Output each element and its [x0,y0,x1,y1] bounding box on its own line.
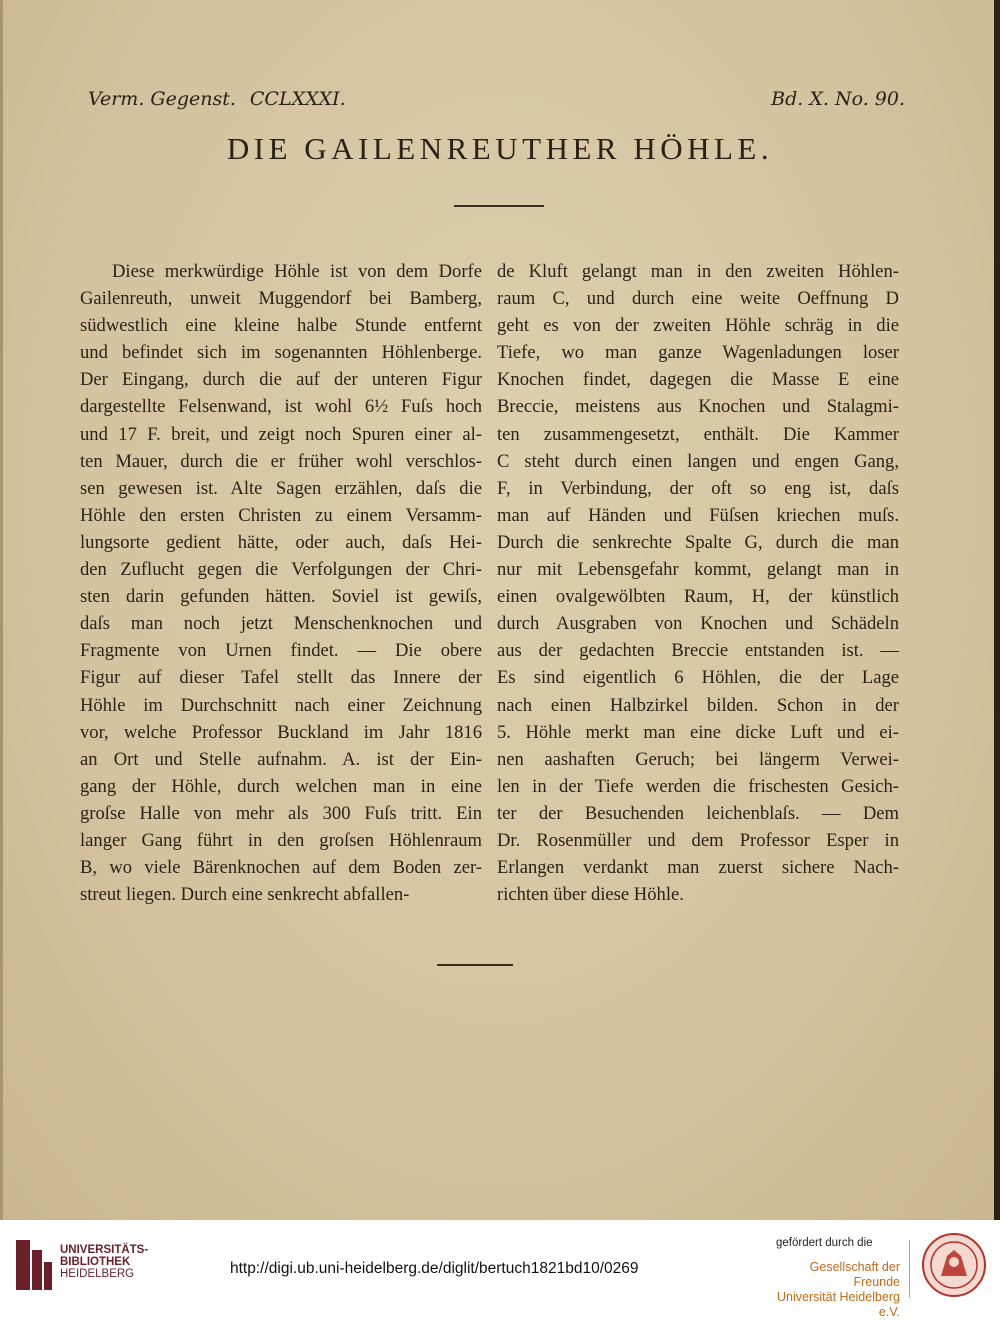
text-line: und befindet sich im sogenannten Höhlenberge. [80,342,482,364]
library-line-3: HEIDELBERG [60,1268,135,1280]
header-volume-info: Bd. X. No. 90. [771,88,905,110]
text-line: Der Eingang, durch die auf der unteren Figur [80,369,482,391]
text-line: lungsorte gedient hätte, oder auch, daſs Hei- [80,531,482,553]
text-line: Höhle den ersten Christen zu einem Versamm- [80,504,482,526]
text-line: raum C, und durch eine weite Oeffnung D [497,288,899,310]
sponsor-line-2: Universität Heidelberg e.V. [777,1290,900,1319]
text-line: durch Ausgraben von Knochen und Schädeln [497,613,899,635]
text-line: südwestlich eine kleine halbe Stunde entfernt [80,315,482,337]
page-edge-right [994,0,1000,1220]
text-line: Diese merkwürdige Höhle ist von dem Dorfe [112,261,482,282]
title-rule [454,205,544,207]
text-line: Breccie, meistens aus Knochen und Stalagmi- [497,396,899,418]
library-line-1: UNIVERSITÄTS- [60,1244,149,1256]
permalink-url[interactable]: http://digi.ub.uni-heidelberg.de/diglit/bertuch1821bd10/0269 [230,1260,639,1277]
text-line: ten Mauer, durch die er früher wohl verschlos- [80,450,482,472]
text-line: F, in Verbindung, der oft so eng ist, daſs [497,477,899,499]
header-left [88,88,346,110]
text-line: man auf Händen und Füſsen kriechen muſs. [497,504,899,526]
text-line: len in der Tiefe werden die frischesten Gesich- [497,775,899,797]
header-plate-number: CCLXXXI. [249,88,346,110]
text-line: nur mit Lebensgefahr kommt, gelangt man in [497,559,899,581]
text-line: den Zuflucht gegen die Verfolgungen der Chri- [80,559,482,581]
text-line: sten darin gefunden hätten. Soviel ist gewiſs, [80,586,482,608]
text-line: Fragmente von Urnen findet. — Die obere [80,640,482,662]
text-line: ten zusammengesetzt, enthält. Die Kammer [497,423,899,445]
text-line: aus der gedachten Breccie entstanden ist. — [497,640,899,662]
library-name [60,1244,148,1280]
text-line: richten über diese Höhle. [497,884,684,906]
text-line: Figur auf dieser Tafel stellt das Innere der [80,667,482,689]
text-line: ter der Besuchenden leichenblaſs. — Dem [497,802,899,824]
text-line: C steht durch einen langen und engen Gang, [497,450,899,472]
text-line: Höhle im Durchschnitt nach einer Zeichnung [80,694,482,716]
text-line: daſs man noch jetzt Menschenknochen und [80,613,482,635]
text-line: an Ort und Stelle aufnahm. A. ist der Ein- [80,748,482,770]
text-line: gang der Höhle, durch welchen man in eine [80,775,482,797]
right-column [497,258,899,908]
text-line: dargestellte Felsenwand, ist wohl 6½ Fuſs hoch [80,396,482,418]
text-line: Erlangen verdankt man zuerst sichere Nach- [497,857,899,879]
footer-divider [909,1240,910,1298]
university-seal-icon [921,1232,987,1298]
text-line: de Kluft gelangt man in den zweiten Höhlen- [497,261,899,282]
sponsor-label: gefördert durch die [776,1237,873,1249]
text-line: 5. Höhle merkt man eine dicke Luft und ei- [497,721,899,743]
text-line: B, wo viele Bärenknochen auf dem Boden zer- [80,857,482,879]
text-line: einen ovalgewölbten Raum, H, der künstlich [497,586,899,608]
text-line: vor, welche Professor Buckland im Jahr 1816 [80,721,482,743]
text-line: Knochen findet, dagegen die Masse E eine [497,369,899,391]
text-line: und 17 F. breit, und zeigt noch Spuren einer al- [80,423,482,445]
library-line-2: BIBLIOTHEK [60,1256,131,1268]
text-line: streut liegen. Durch eine senkrecht abfallen- [80,884,410,906]
text-line: sen gewesen ist. Alte Sagen erzählen, daſs die [80,477,482,499]
text-line: Tiefe, wo man ganze Wagenladungen loser [497,342,899,364]
text-line: Es sind eigentlich 6 Höhlen, die der Lage [497,667,899,689]
text-line: groſse Halle von mehr als 300 Fuſs tritt. Ein [80,802,482,824]
text-line: geht es von der zweiten Höhle schräg in die [497,315,899,337]
page-title: DIE GAILENREUTHER HÖHLE. [226,131,774,166]
sponsor-name [776,1260,900,1320]
text-line: nach einen Halbzirkel bilden. Schon in der [497,694,899,716]
sponsor-line-1: Gesellschaft der Freunde [809,1260,900,1289]
digitization-footer [0,1220,1000,1319]
page-edge-left [0,0,3,1220]
library-logo-icon [14,1238,54,1292]
left-column [80,258,482,908]
end-rule [437,964,513,966]
text-line: langer Gang führt in den groſsen Höhlenraum [80,829,482,851]
header-series: Verm. Gegenst. [88,88,236,110]
text-line: nen aashaften Geruch; bei längerm Verwei- [497,748,899,770]
text-line: Gailenreuth, unweit Muggendorf bei Bamberg, [80,288,482,310]
text-line: Durch die senkrechte Spalte G, durch die man [497,531,899,553]
running-header [88,88,905,118]
text-line: Dr. Rosenmüller und dem Professor Esper in [497,829,899,851]
